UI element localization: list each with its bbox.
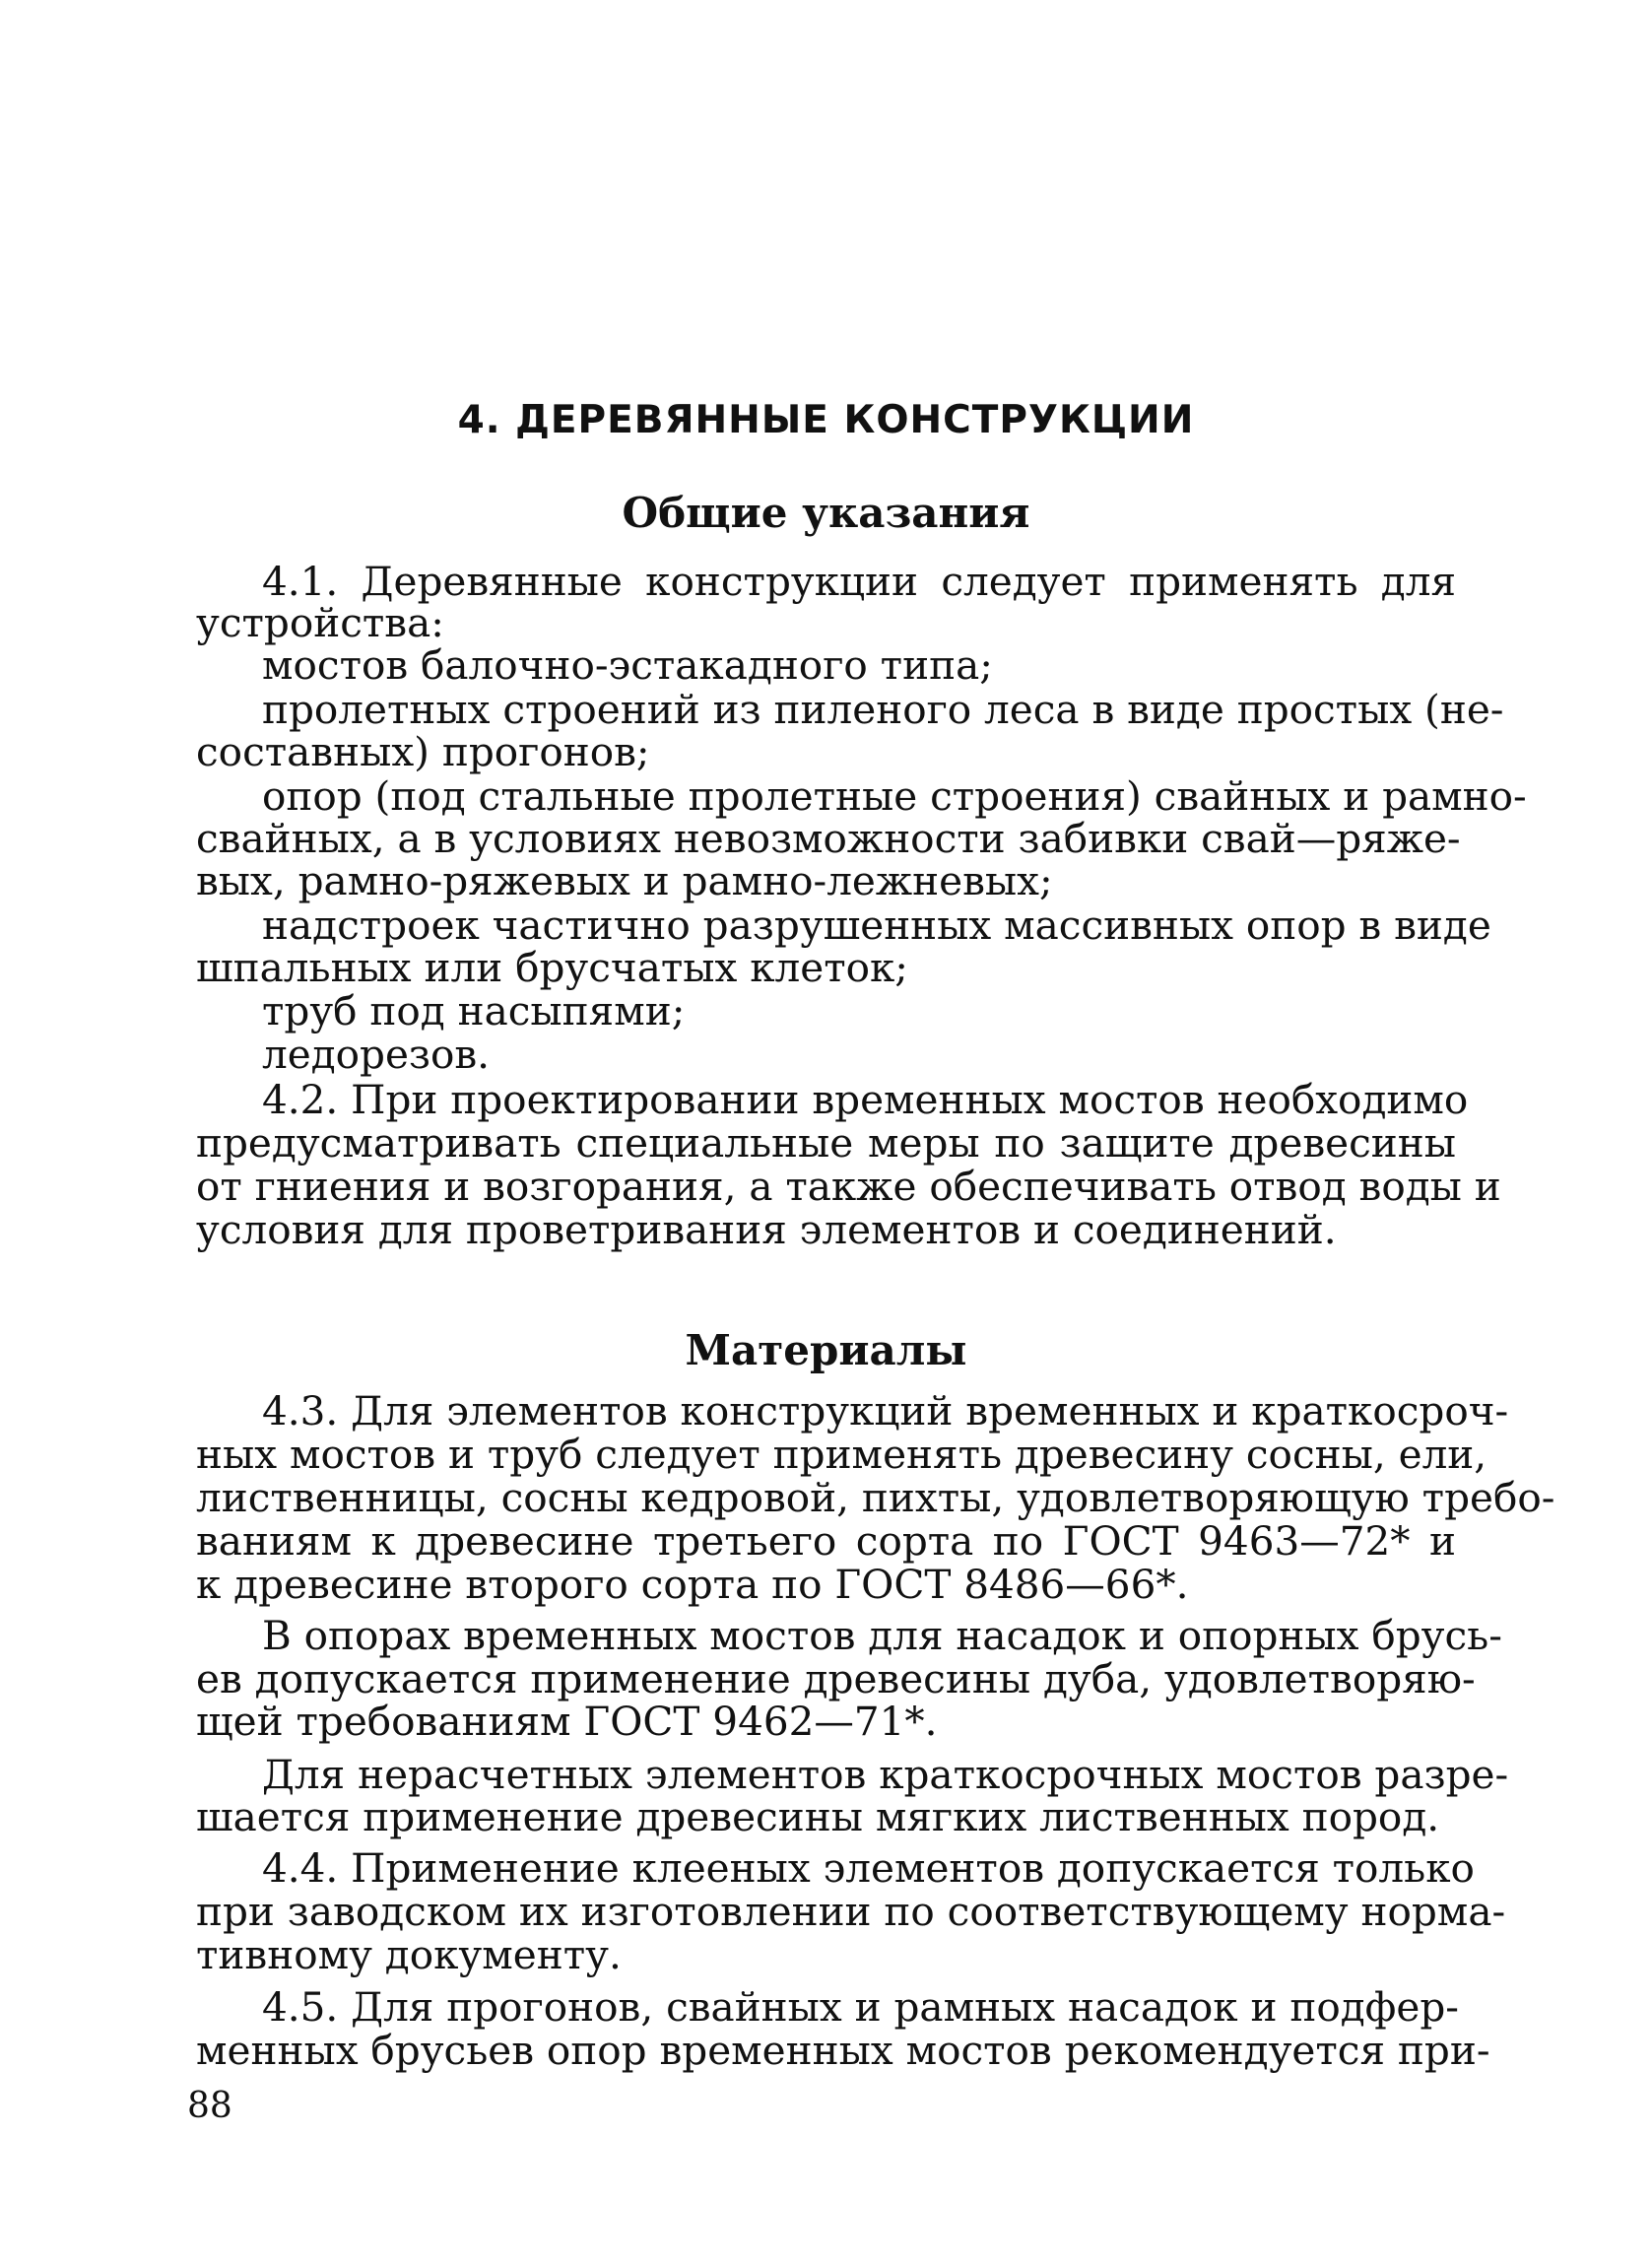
subheading-general: Общие указания — [622, 489, 1030, 537]
text-line: шается применение древесины мягких лиственных пород. — [196, 1793, 1440, 1840]
text-line: 4.2. При проектировании временных мостов необходимо — [262, 1076, 1469, 1123]
text-line: мостов балочно-эстакадного типа; — [262, 641, 993, 689]
text-line: 4.1. Деревянные конструкции следует применять для — [262, 558, 1456, 605]
text-line: при заводском их изготовлении по соответствующему норма- — [196, 1888, 1506, 1935]
text-line: от гниения и возгорания, а также обеспечивать отвод воды и — [196, 1163, 1501, 1210]
section-title: 4. ДЕРЕВЯННЫЕ КОНСТРУКЦИИ — [457, 398, 1195, 442]
text-line: ных мостов и труб следует применять древесину сосны, ели, — [196, 1431, 1487, 1478]
text-line: тивному документу. — [196, 1931, 622, 1978]
subheading-materials: Материалы — [685, 1326, 967, 1374]
text-line: Для нерасчетных элементов краткосрочных мостов разре- — [262, 1751, 1509, 1798]
text-line: шпальных или брусчатых клеток; — [196, 944, 908, 991]
text-line: вых, рамно-ряжевых и рамно-лежневых; — [196, 857, 1053, 904]
text-line: труб под насыпями; — [262, 987, 686, 1034]
text-line: опор (под стальные пролетные строения) свайных и рамно- — [262, 772, 1527, 820]
page-number: 88 — [187, 2086, 232, 2126]
text-line: предусматривать специальные меры по защите древесины — [196, 1119, 1456, 1167]
text-line: В опорах временных мостов для насадок и опорных брусь- — [262, 1612, 1502, 1659]
text-line: надстроек частично разрушенных массивных опор в виде — [262, 901, 1491, 949]
text-line: устройства: — [196, 599, 444, 646]
text-line: лиственницы, сосны кедровой, пихты, удовлетворяющую требо- — [196, 1474, 1555, 1521]
text-line: 4.5. Для прогонов, свайных и рамных насадок и подфер- — [262, 1983, 1459, 2031]
text-line: ваниям к древесине третьего сорта по ГОСТ 9463—72* и — [196, 1517, 1456, 1565]
text-line: к древесине второго сорта по ГОСТ 8486—66*. — [196, 1561, 1189, 1608]
text-line: ев допускается применение древесины дуба, удовлетворяю- — [196, 1655, 1476, 1702]
text-line: щей требованиям ГОСТ 9462—71*. — [196, 1698, 938, 1745]
text-line: ледорезов. — [262, 1031, 491, 1078]
text-line: составных) прогонов; — [196, 728, 650, 775]
text-line: свайных, а в условиях невозможности забивки свай—ряже- — [196, 815, 1461, 862]
text-line: 4.4. Применение клееных элементов допускается только — [262, 1844, 1475, 1892]
text-line: 4.3. Для элементов конструкций временных и краткосроч- — [262, 1387, 1509, 1434]
text-line: менных брусьев опор временных мостов рекомендуется при- — [196, 2027, 1490, 2074]
text-line: условия для проветривания элементов и соединений. — [196, 1206, 1337, 1253]
text-line: пролетных строений из пиленого леса в виде простых (не- — [262, 686, 1504, 733]
